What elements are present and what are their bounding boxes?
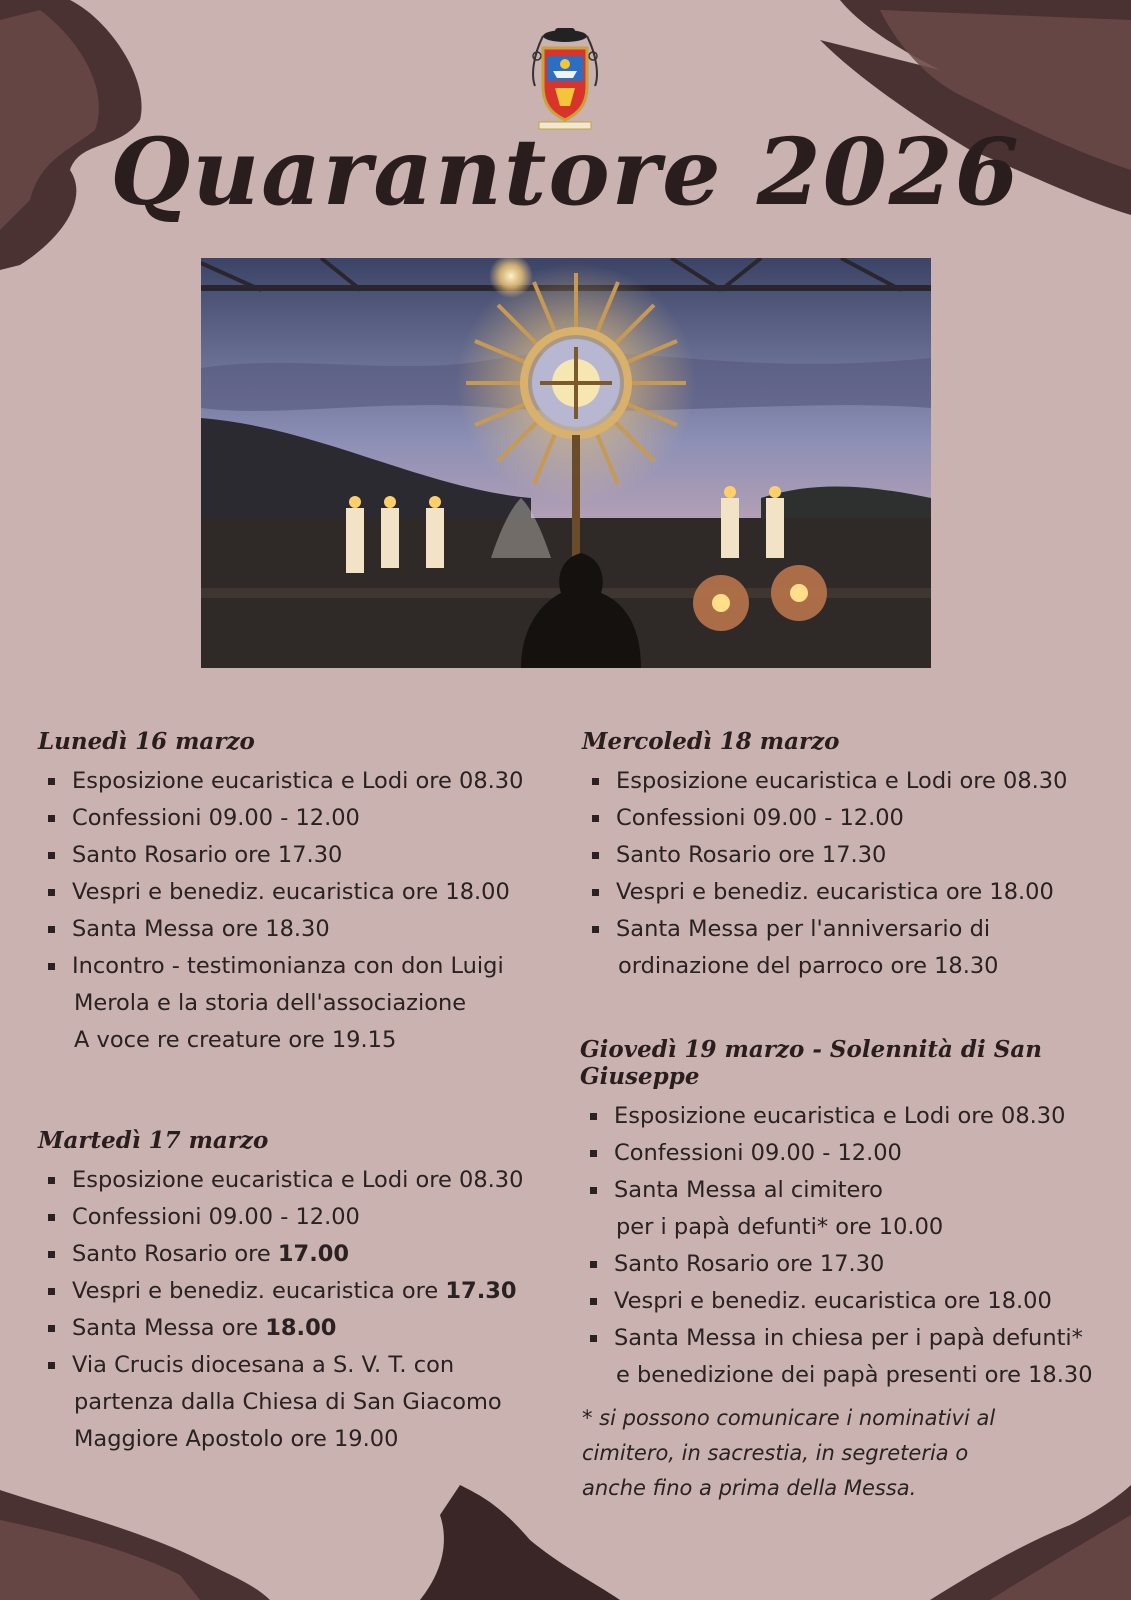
list-item: Esposizione eucaristica e Lodi ore 08.30 bbox=[582, 763, 1102, 800]
day-heading: Mercoledì 18 marzo bbox=[582, 728, 840, 755]
list-item: Incontro - testimonianza con don Luigi Merola e la storia dell'associazione A voce re creature ore 19.15 bbox=[38, 948, 568, 1059]
list-item: Santa Messa in chiesa per i papà defunti* e benedizione dei papà presenti ore 18.30 bbox=[580, 1320, 1110, 1394]
list-item: Via Crucis diocesana a S. V. T. con partenza dalla Chiesa di San Giacomo Maggiore Apostolo ore 19.00 bbox=[38, 1347, 568, 1458]
list-item: Esposizione eucaristica e Lodi ore 08.30 bbox=[38, 763, 568, 800]
day-monday bbox=[38, 728, 568, 1059]
day-heading: Giovedì 19 marzo - Solennità di San Giuseppe bbox=[580, 1036, 1042, 1090]
schedule-list bbox=[582, 763, 1102, 985]
day-heading: Martedì 17 marzo bbox=[38, 1127, 269, 1154]
list-item: Confessioni 09.00 - 12.00 bbox=[38, 1199, 568, 1236]
list-item: Confessioni 09.00 - 12.00 bbox=[582, 800, 1102, 837]
schedule-list bbox=[38, 1162, 568, 1458]
list-item: Confessioni 09.00 - 12.00 bbox=[580, 1135, 1110, 1172]
list-item: Santa Messa ore 18.00 bbox=[38, 1310, 568, 1347]
list-item: Esposizione eucaristica e Lodi ore 08.30 bbox=[38, 1162, 568, 1199]
list-item: Vespri e benediz. eucaristica ore 18.00 bbox=[580, 1283, 1110, 1320]
list-item: Santo Rosario ore 17.30 bbox=[38, 837, 568, 874]
brush-stroke-bottom-left bbox=[0, 1490, 270, 1600]
footnote: * si possono comunicare i nominativi al cimitero, in sacrestia, in segreteria o anche fino a prima della Messa. bbox=[582, 1406, 996, 1500]
list-item: Santo Rosario ore 17.30 bbox=[580, 1246, 1110, 1283]
schedule-list bbox=[580, 1098, 1110, 1394]
parish-coat-of-arms-icon bbox=[525, 26, 605, 132]
page-title: Quarantore 2026 bbox=[110, 118, 1021, 226]
eucharistic-monstrance-photo bbox=[201, 258, 931, 668]
list-item: Santa Messa ore 18.30 bbox=[38, 911, 568, 948]
list-item: Santo Rosario ore 17.00 bbox=[38, 1236, 568, 1273]
list-item: Santa Messa per l'anniversario di ordinazione del parroco ore 18.30 bbox=[582, 911, 1102, 985]
day-heading: Lunedì 16 marzo bbox=[38, 728, 255, 755]
day-thursday bbox=[580, 1036, 1110, 1394]
list-item: Vespri e benediz. eucaristica ore 17.30 bbox=[38, 1273, 568, 1310]
list-item: Santo Rosario ore 17.30 bbox=[582, 837, 1102, 874]
list-item: Vespri e benediz. eucaristica ore 18.00 bbox=[582, 874, 1102, 911]
list-item: Vespri e benediz. eucaristica ore 18.00 bbox=[38, 874, 568, 911]
list-item: Confessioni 09.00 - 12.00 bbox=[38, 800, 568, 837]
schedule-list bbox=[38, 763, 568, 1059]
list-item: Santa Messa al cimitero per i papà defunti* ore 10.00 bbox=[580, 1172, 1110, 1246]
day-tuesday bbox=[38, 1127, 568, 1458]
list-item: Esposizione eucaristica e Lodi ore 08.30 bbox=[580, 1098, 1110, 1135]
day-wednesday bbox=[582, 728, 1102, 985]
